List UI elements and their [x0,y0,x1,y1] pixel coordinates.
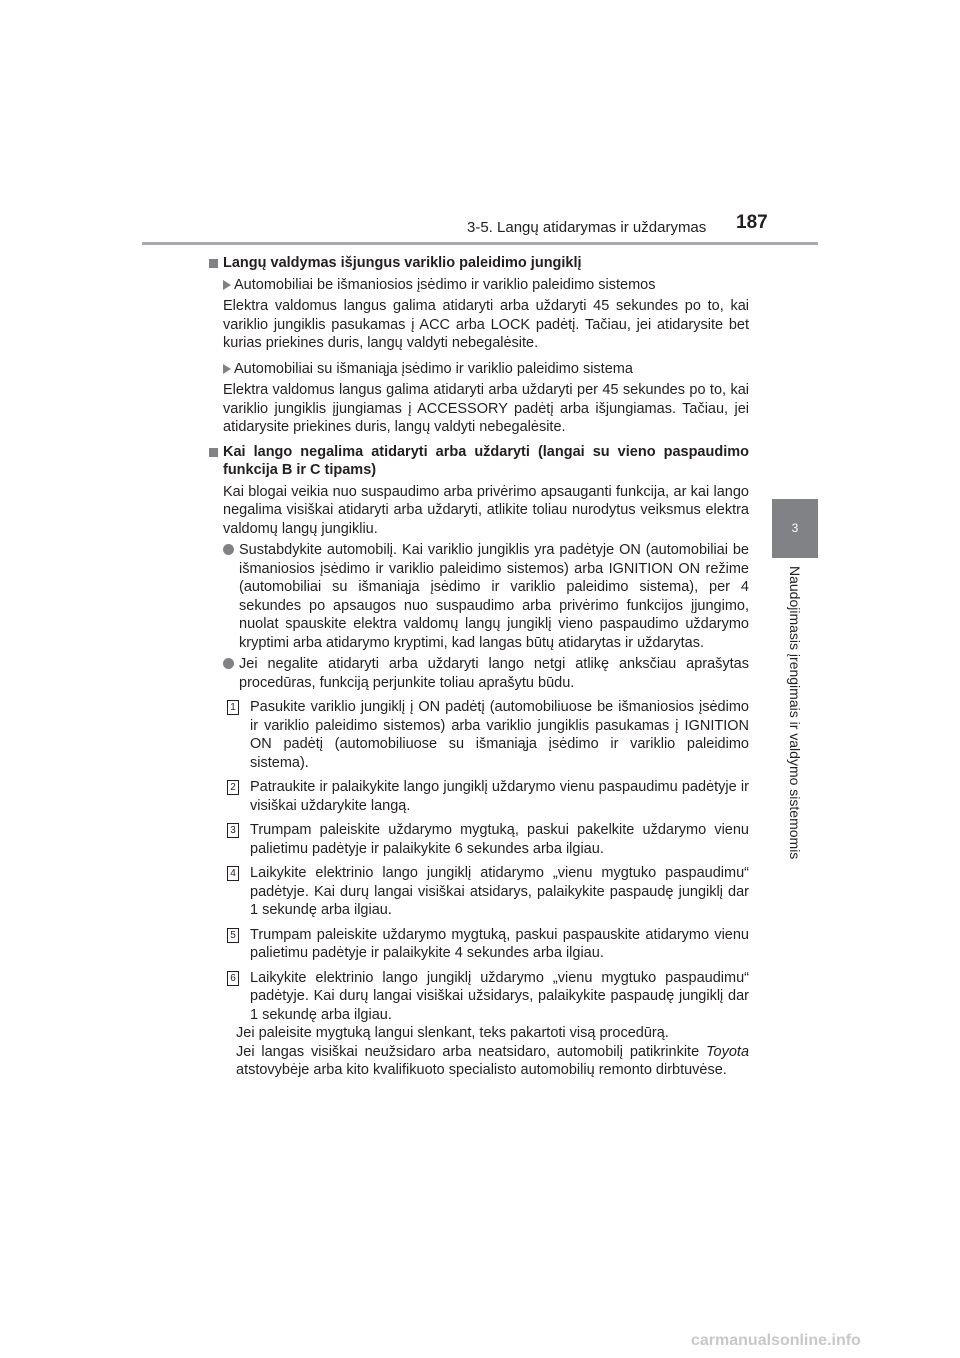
subsection-heading-text: Automobiliai su išmaniąja įsėdimo ir variklio paleidimo sistema [234,360,633,377]
step-number-box: 1 [227,700,239,715]
header-section-title: 3-5. Langų atidarymas ir uždarymas [467,219,707,236]
note-paragraph [209,1043,749,1080]
brand-name: Toyota [706,1043,750,1060]
step-number-box: 3 [227,823,239,838]
step-item [209,969,749,1025]
bullet-item [209,655,749,692]
section-heading-text: Langų valdymas išjungus variklio paleidimo jungiklį [223,255,582,271]
paragraph: Kai blogai veikia nuo suspaudimo arba privėrimo apsauganti funkcija, ar kai lango negalima visiškai atidaryti arba uždaryti, atlikite toliau nurodytus veiksmus elektra valdomų langų jungikliu. [223,483,749,537]
subsection-heading [209,360,749,379]
step-text: Pasukite variklio jungiklį į ON padėtį (automobiliuose be išmaniosios įsėdimo ir variklio paleidimo sistemos) arba variklio jungiklis pasukamas į IGNITION ON padėtį (automobiliuose su išmaniąja įsėdimo ir variklio paleidimo sistema). [250,699,749,771]
triangle-icon [223,280,231,290]
chapter-side-label [785,566,805,866]
page-number: 187 [736,212,768,233]
dot-icon [223,658,234,669]
step-item [209,821,749,858]
step-number-box: 4 [227,866,239,881]
square-icon [209,448,218,457]
bullet-text: Jei negalite atidaryti arba uždaryti lango netgi atlikę anksčiau aprašytas procedūras, funkciją perjunkite toliau aprašytu būdu. [239,656,749,691]
dot-icon [223,544,234,555]
note-text-end: atstovybėje arba kito kvalifikuoto specialisto automobilių remonto dirbtuvėse. [236,1062,727,1078]
paragraph: Elektra valdomus langus galima atidaryti arba uždaryti 45 sekundes po to, kai variklio jungiklis pasukamas į ACC arba LOCK padėtį. Tačiau, jei atidarysite bet kurias priekines duris, langų valdyti nebegalėsite. [223,298,749,351]
subsection-heading-text: Automobiliai be išmaniosios įsėdimo ir variklio paleidimo sistemos [234,276,656,293]
chapter-side-label-text: Naudojimasis įrengimais ir valdymo sistemomis [787,566,803,860]
step-text: Laikykite elektrinio lango jungiklį uždarymo „vienu mygtuko paspaudimu“ padėtyje. Kai durų langai visiškai užsidarys, palaikykite paspaudę jungiklį dar 1 sekundę arba ilgiau. [250,969,749,1023]
chapter-number: 3 [791,521,799,535]
step-item [209,864,749,920]
chapter-tab [772,499,818,558]
step-number-box: 6 [227,971,239,986]
step-number-box: 2 [227,780,239,795]
step-number-box: 5 [227,928,239,943]
header-divider [142,242,818,245]
watermark: carmanualsonline.info [691,1332,861,1349]
note-text-start: Jei langas visiškai neužsidaro arba neatsidaro, automobilį patikrinkite [236,1043,700,1060]
page-content [209,254,749,1080]
step-item [209,926,749,963]
step-text: Patraukite ir palaikykite lango jungiklį uždarymo vienu paspaudimu padėtyje ir visiškai uždarykite langą. [250,779,749,814]
section-heading-text: Kai lango negalima atidaryti arba uždaryti (langai su vieno paspaudimo funkcija B ir C tipams) [223,443,749,478]
triangle-icon [223,364,231,374]
subsection-heading [209,276,749,295]
note-paragraph: Jei paleisite mygtuką langui slenkant, teks pakartoti visą procedūrą. [236,1025,669,1041]
paragraph: Elektra valdomus langus galima atidaryti arba uždaryti per 45 sekundes po to, kai variklio jungiklis įjungiamas į ACCESSORY padėtį arba išjungiamas. Tačiau, jei atidarysite priekines duris, langų valdyti nebegalėsite. [223,382,749,435]
step-text: Laikykite elektrinio lango jungiklį atidarymo „vienu mygtuko paspaudimu“ padėtyje. Kai durų langai visiškai atsidarys, palaikykite paspaudę jungiklį dar 1 sekundę arba ilgiau. [250,865,749,918]
square-icon [209,259,218,268]
step-item [209,698,749,772]
step-item [209,778,749,815]
section-heading [209,254,749,273]
step-text: Trumpam paleiskite uždarymo mygtuką, paskui pakelkite uždarymo vienu palietimu padėtyje ir palaikykite 6 sekundes arba ilgiau. [250,822,749,857]
section-heading [209,443,749,480]
step-text: Trumpam paleiskite uždarymo mygtuką, paskui paspauskite atidarymo vienu palietimu padėtyje ir palaikykite 4 sekundes arba ilgiau. [250,926,749,961]
bullet-item [209,541,749,652]
bullet-text: Sustabdykite automobilį. Kai variklio jungiklis yra padėtyje ON (automobiliai be išmaniosios įsėdimo ir variklio paleidimo sistemos) arba IGNITION ON režime (automobiliai su išmaniąja įsėdimo ir variklio paleidimo sistema), per 4 sekundes po apsaugos nuo suspaudimo arba privėrimo funkcijos įjungimo, nuolat spauskite elektra valdomų langų jungiklį vieno paspaudimo uždarymo kryptimi arba atidarymo kryptimi, kad langas būtų atidarytas ir uždarytas. [239,542,749,651]
